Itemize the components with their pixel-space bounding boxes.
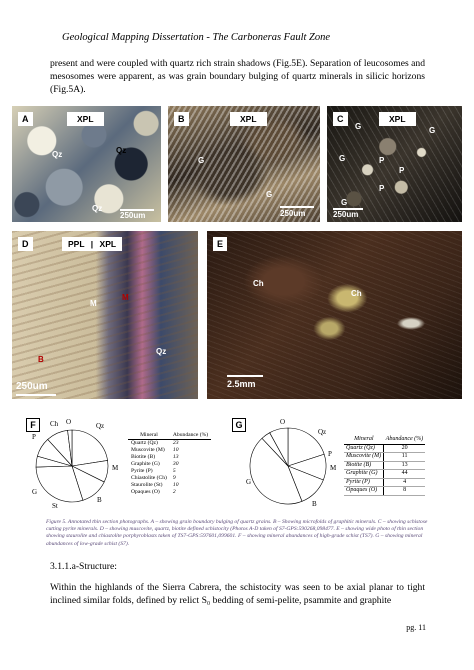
photo-c-label: G [355, 122, 362, 131]
photo-a-label: Qz [92, 204, 103, 213]
photo-e-label: Ch [253, 279, 264, 288]
pie-f-label: M [112, 464, 119, 472]
photo-b-mode: XPL [230, 112, 267, 126]
abundance-value: 8 [384, 487, 426, 496]
scale-bar [280, 206, 314, 208]
photo-d-mode-left: PPL [68, 239, 85, 249]
section-heading: 3.1.1.a-Structure: [50, 561, 117, 572]
photo-d-label: M [90, 299, 97, 308]
photo-e-letter: E [213, 237, 227, 251]
mineral-name: Opaques (O) [344, 487, 384, 496]
table-row [344, 470, 425, 479]
photo-c-label: G [339, 154, 346, 163]
pie-f-label: P [32, 433, 36, 441]
mineral-name: Graphite (G) [344, 470, 384, 479]
table-header: Abundance (%) [170, 432, 211, 440]
mineral-name: Muscovite (M) [131, 447, 165, 453]
pie-chart-f [26, 412, 122, 514]
photo-b-label: G [266, 190, 273, 199]
mineral-name: Pyrite (P) [344, 478, 384, 487]
photo-b-scale: 250um [280, 209, 306, 218]
abundance-value: 11 [384, 453, 426, 462]
pie-g-label: Qz [318, 428, 327, 436]
body-paragraph: Within the highlands of the Sierra Cabrera, the schistocity was seen to be axial planar to tight inclined similar folds, defined by relict S₀ bedding of semi-pelite, psammite and graphite [50, 582, 425, 606]
abundance-value: 2 [172, 489, 176, 495]
photo-c-label: P [399, 166, 405, 175]
pie-g-label: B [312, 500, 317, 508]
abundance-table-g [344, 436, 425, 496]
photo-c-label: P [379, 156, 385, 165]
abundance-value: 10 [172, 447, 179, 453]
table-header: Abundance (%) [385, 436, 424, 442]
scale-bar [227, 375, 263, 377]
mineral-name: Graphite (G) [131, 461, 160, 467]
photo-a-label: Qz [52, 150, 63, 159]
photo-d-mode-right: XPL [99, 239, 117, 249]
photo-a-letter: A [18, 112, 33, 126]
photo-c-scale: 250um [333, 210, 359, 219]
abundance-value: 9 [172, 475, 176, 481]
figure-g-letter: G [232, 418, 246, 432]
pie-f-label: G [32, 488, 38, 496]
table-header: Mineral [344, 436, 384, 444]
mineral-name: Muscovite (M) [344, 453, 384, 462]
table-row [128, 461, 211, 468]
mineral-name: Biotite (B) [344, 461, 384, 470]
pie-f-label: B [97, 496, 102, 504]
photo-e-scale: 2.5mm [227, 379, 256, 389]
pie-g-label: P [328, 450, 332, 458]
photo-d-scale: 250um [16, 381, 48, 392]
photo-d-letter: D [18, 237, 33, 251]
table-row [128, 447, 211, 454]
intro-paragraph: present and were coupled with quartz rich strain shadows (Fig.5E). Separation of leucosomes and mesosomes were apparent, as was grain boundary bulging of quartz minerals in silicic horizons (Fig.5A). [50, 58, 425, 95]
mineral-name: Biotite (B) [131, 454, 156, 460]
photo-e [207, 231, 462, 399]
photo-a [12, 106, 161, 222]
abundance-value: 5 [172, 468, 176, 474]
abundance-value: 23 [172, 440, 179, 446]
table-row [128, 482, 211, 489]
scale-bar [16, 394, 56, 396]
table-row [344, 444, 425, 453]
pie-g-label: O [280, 418, 286, 426]
photo-b-letter: B [174, 112, 189, 126]
page-header: Geological Mapping Dissertation - The Carboneras Fault Zone [62, 32, 331, 43]
photo-c-label: P [379, 184, 385, 193]
mode-divider: | [90, 239, 94, 249]
table-row [344, 478, 425, 487]
pie-g-label: M [330, 464, 337, 472]
photo-b-label: G [198, 156, 205, 165]
pie-chart-g [240, 412, 340, 514]
table-row [128, 468, 211, 475]
table-header: Mineral [128, 432, 170, 440]
photo-c-letter: C [333, 112, 348, 126]
pie-f-label: O [66, 418, 72, 426]
photo-a-mode: XPL [67, 112, 104, 126]
photo-a-scale: 250um [120, 211, 146, 220]
photo-d-label: B [38, 355, 44, 364]
abundance-value: 20 [384, 444, 426, 453]
pie-f-label: St [52, 502, 58, 510]
mineral-name: Staurolite (St) [131, 482, 163, 488]
mineral-name: Quartz (Qz) [131, 440, 158, 446]
mineral-name: Pyrite (P) [131, 468, 153, 474]
figure-f-letter: F [26, 418, 40, 432]
mineral-name: Chiastolite (Ch) [131, 475, 167, 481]
table-row [344, 453, 425, 462]
photo-c-label: G [429, 126, 436, 135]
table-row [128, 489, 211, 496]
table-row [128, 475, 211, 482]
photo-d-modes [62, 237, 122, 251]
photo-c [327, 106, 462, 222]
photo-e-label: Ch [351, 289, 362, 298]
abundance-value: 10 [172, 482, 179, 488]
photo-d-label: M [122, 293, 129, 302]
abundance-value: 13 [172, 454, 179, 460]
abundance-value: 30 [172, 461, 179, 467]
photo-c-mode: XPL [379, 112, 416, 126]
photo-a-label: Qz [116, 146, 127, 155]
abundance-value: 44 [384, 470, 426, 479]
table-row [128, 454, 211, 461]
page-number: pg. 11 [406, 623, 426, 632]
mineral-name: Opaques (O) [131, 489, 160, 495]
photo-c-label: G [341, 198, 348, 207]
table-row [344, 461, 425, 470]
abundance-value: 4 [384, 478, 426, 487]
photo-b [168, 106, 320, 222]
abundance-value: 13 [384, 461, 426, 470]
table-row [128, 440, 211, 448]
pie-slice [72, 430, 108, 466]
pie-f-label: Qz [96, 422, 105, 430]
photo-d [12, 231, 198, 399]
figure-caption: Figure 5. Annotated thin section photographs. A – showing grain boundary bulging of quartz grains. B – Showing microfolds of graphitic minerals. C – showing schistose cutting pyrite minerals. D – showing muscovite, quartz, biotite defined schistocity (Photos A-D taken of S7-GPS:590268,098477. E – showing wide photo of thin section showing staurolite and chiastolite porphyroblasts taken of TS7-GPS:597601,099601. F – showing mineral abundances of high-grade schist (TS7). G – showing mineral abundances of low-grade schist (S7). [46, 519, 428, 547]
pie-g-label: G [246, 478, 252, 486]
photo-d-label: Qz [156, 347, 167, 356]
table-row [344, 487, 425, 496]
pie-f-label: Ch [50, 420, 59, 428]
abundance-table-f [128, 432, 211, 496]
mineral-name: Quartz (Qz) [344, 444, 384, 453]
